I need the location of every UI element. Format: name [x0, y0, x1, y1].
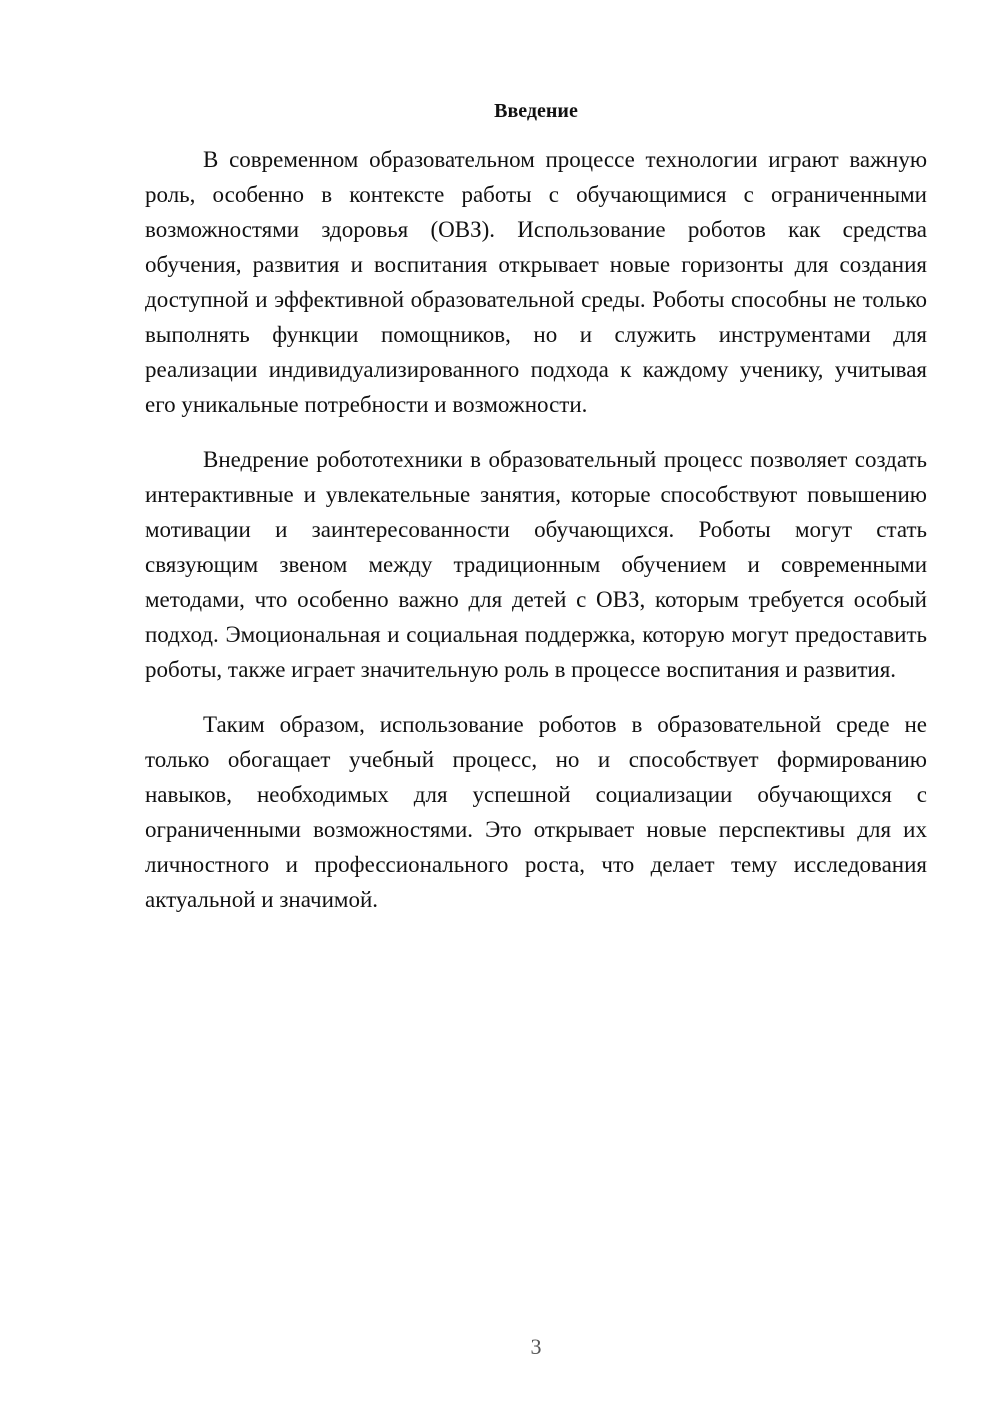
page-content	[145, 96, 927, 937]
paragraph-2: Внедрение робототехники в образовательный процесс позволяет создать интерактивные и увлекательные занятия, которые способствуют повышению мотивации и заинтересованности обучающихся. Роботы могут стать связующим звеном между традиционным обучением и современными методами, что особенно важно для детей с ОВЗ, которым требуется особый подход. Эмоциональная и социальная поддержка, которую могут предоставить роботы, также играет значительную роль в процессе воспитания и развития.	[145, 447, 927, 682]
paragraph-1: В современном образовательном процессе технологии играют важную роль, особенно в контексте работы с обучающимися с ограниченными возможностями здоровья (ОВЗ). Использование роботов как средства обучения, развития и воспитания открывает новые горизонты для создания доступной и эффективной образовательной среды. Роботы способны не только выполнять функции помощников, но и служить инструментами для реализации индивидуализированного подхода к каждому ученику, учитывая его уникальные потребности и возможности.	[145, 147, 927, 417]
section-heading: Введение	[494, 100, 578, 122]
page-number: 3	[530, 1334, 542, 1359]
paragraph-3: Таким образом, использование роботов в образовательной среде не только обогащает учебный процесс, но и способствует формированию навыков, необходимых для успешной социализации обучающихся с ограниченными возможностями. Это открывает новые перспективы для их личностного и профессионального роста, что делает тему исследования актуальной и значимой.	[145, 712, 927, 912]
